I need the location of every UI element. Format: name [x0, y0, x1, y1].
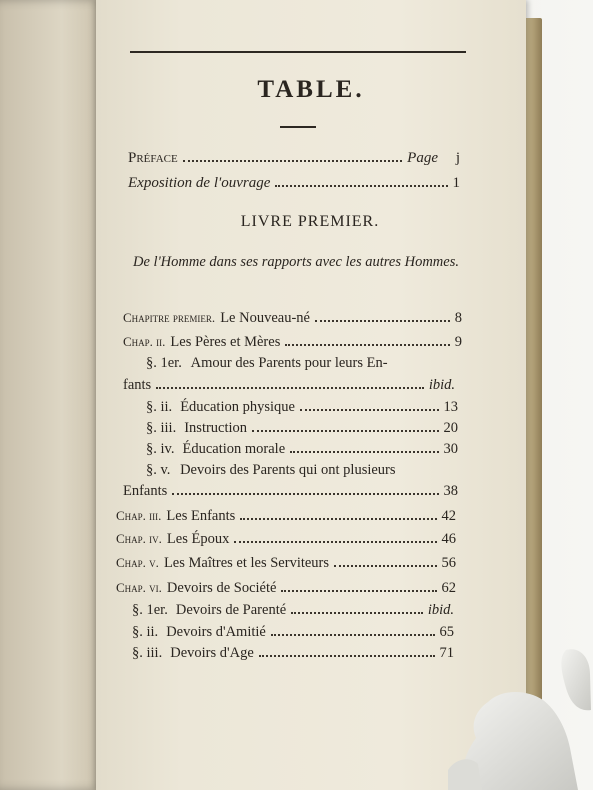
toc-prefix: §. 1er.	[146, 355, 182, 371]
dot-leader	[290, 450, 438, 453]
header-rule	[130, 51, 466, 53]
toc-row-exposition	[128, 175, 460, 192]
toc-prefix: §. iv.	[146, 441, 175, 457]
gloved-hand	[448, 640, 593, 790]
toc-row	[123, 334, 462, 351]
dot-leader	[271, 633, 435, 636]
toc-prefix: Chap. v.	[116, 555, 159, 570]
toc-row	[132, 645, 454, 662]
dot-leader	[240, 517, 436, 520]
dot-leader	[315, 319, 450, 322]
toc-row	[132, 624, 454, 641]
toc-page: 1	[452, 175, 460, 191]
dot-leader	[259, 654, 435, 657]
dot-leader	[156, 386, 424, 389]
page-title: TABLE.	[257, 76, 365, 103]
toc-row	[146, 462, 396, 479]
toc-page: 13	[443, 399, 458, 415]
toc-label: Les Pères et Mères	[170, 334, 281, 350]
toc-label: Les Époux	[166, 531, 230, 547]
toc-row	[116, 531, 456, 548]
toc-prefix: Chap. ii.	[123, 334, 166, 349]
dot-leader	[183, 159, 402, 162]
dot-leader	[172, 492, 438, 495]
toc-row	[116, 508, 456, 525]
toc-label: Devoirs d'Age	[170, 645, 254, 661]
toc-prefix: §. ii.	[132, 624, 159, 640]
toc-page: ibid.	[427, 602, 454, 618]
toc-row	[146, 420, 458, 437]
toc-row	[132, 602, 454, 619]
toc-label: Les Maîtres et les Serviteurs	[163, 555, 330, 571]
dot-leader	[285, 343, 449, 346]
toc-label: Devoirs de Parenté	[175, 602, 287, 618]
toc-row	[123, 310, 462, 327]
toc-row-preface	[128, 150, 460, 167]
toc-row	[146, 441, 458, 458]
dot-leader	[234, 540, 436, 543]
toc-label: Amour des Parents pour leurs En-	[190, 355, 388, 371]
toc-label: Devoirs d'Amitié	[166, 624, 266, 640]
toc-label-continuation: fants	[123, 377, 152, 393]
toc-prefix: §. iii.	[146, 420, 177, 436]
toc-prefix: Chap. iii.	[116, 508, 162, 523]
toc-label: Devoirs des Parents qui ont plusieurs	[180, 462, 396, 478]
dot-leader	[291, 611, 423, 614]
toc-page: 8	[454, 310, 462, 326]
toc-page: 46	[441, 531, 456, 547]
toc-page: 38	[443, 483, 458, 499]
dot-leader	[300, 408, 439, 411]
toc-label-continuation: Enfants	[123, 483, 168, 499]
toc-prefix: §. 1er.	[132, 602, 168, 618]
title-rule	[280, 126, 316, 128]
toc-page: 30	[443, 441, 458, 457]
toc-page: 20	[443, 420, 458, 436]
toc-row	[146, 399, 458, 416]
toc-prefix: Chapitre premier.	[123, 310, 216, 325]
toc-label: Éducation physique	[180, 399, 295, 415]
toc-label: Le Nouveau-né	[220, 310, 310, 326]
toc-page: 9	[454, 334, 462, 350]
book-heading: LIVRE PREMIER.	[240, 213, 380, 230]
toc-label: Préface	[128, 150, 178, 166]
toc-label: Devoirs de Société	[166, 580, 277, 596]
toc-row	[116, 555, 456, 572]
toc-label: Éducation morale	[182, 441, 286, 457]
toc-label: Instruction	[184, 420, 248, 436]
toc-page: 62	[441, 580, 456, 596]
toc-prefix: Chap. vi.	[116, 580, 162, 595]
toc-page: ibid.	[428, 377, 455, 393]
toc-page: 71	[439, 645, 454, 661]
dot-leader	[334, 564, 436, 567]
toc-page-label: Page	[407, 150, 438, 166]
toc-row-continuation	[123, 483, 458, 500]
toc-label: Les Enfants	[166, 508, 236, 524]
toc-page: 42	[441, 508, 456, 524]
toc-page: 65	[439, 624, 454, 640]
toc-prefix: §. iii.	[132, 645, 163, 661]
dot-leader	[281, 589, 436, 592]
toc-page: j	[455, 150, 460, 166]
toc-prefix: §. v.	[146, 462, 171, 478]
toc-prefix: Chap. iv.	[116, 531, 162, 546]
toc-row	[116, 580, 456, 597]
toc-row-continuation	[123, 377, 455, 394]
toc-prefix: §. ii.	[146, 399, 173, 415]
toc-label: Exposition de l'ouvrage	[128, 175, 271, 191]
book-subtitle: De l'Homme dans ses rapports avec les autres Hommes.	[133, 254, 459, 270]
toc-page: 56	[441, 555, 456, 571]
toc-row	[146, 355, 388, 372]
dot-leader	[275, 184, 447, 187]
dot-leader	[252, 429, 438, 432]
